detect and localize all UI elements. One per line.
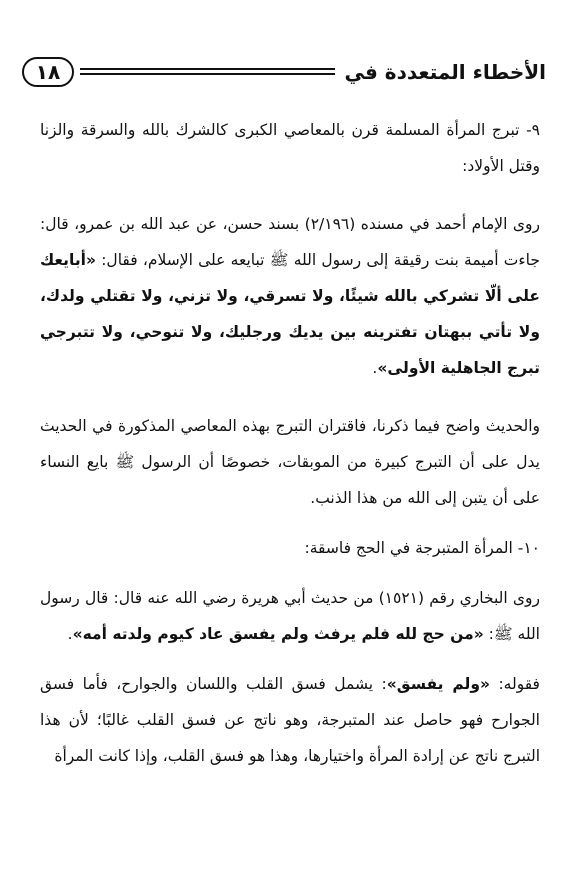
quoted-phrase: «ولم يفسق» [386, 675, 491, 693]
paragraph-ahmad-hadith [40, 206, 540, 386]
paragraph-tail: . [372, 359, 378, 377]
paragraph-fisq-explanation [40, 666, 540, 774]
hadith-quote: «أبايعك على ألّا تشركي بالله شيئًا، ولا تسرقي، ولا تزني، ولا تقتلي ولدك، ولا تأتي ببهتان تفترينه بين يديك ورجليك، ولا تنوحي، ولا تتبرجي تبرج الجاهلية الأولى» [40, 251, 540, 377]
paragraph-bukhari-hadith [40, 580, 540, 652]
section-heading-10: ١٠- المرأة المتبرجة في الحج فاسقة: [304, 539, 540, 557]
header-double-rule [80, 68, 335, 76]
paragraph-commentary: والحديث واضح فيما ذكرنا، فاقتران التبرج بهذه المعاصي المذكورة في الحديث يدل على أن التبرج كبيرة من الموبقات، خصوصًا أن الرسول ﷺ بايع النساء على أن يتبن إلى الله من هذا الذنب. [40, 417, 540, 507]
page-number-badge [22, 57, 74, 87]
running-title: الأخطاء المتعددة في [344, 60, 546, 84]
paragraph-intro: فقوله: [490, 675, 540, 693]
page-number: ١٨ [35, 60, 61, 84]
hadith-quote: «من حج لله فلم يرفث ولم يفسق عاد كيوم ولدته أمه» [72, 625, 484, 643]
paragraph-intro: روى البخاري رقم (١٥٢١) من حديث أبي هريرة رضي الله عنه قال: قال رسول الله ﷺ: [40, 589, 540, 643]
paragraph-intro: روى الإمام أحمد في مسنده (٢/١٩٦) بسند حسن، عن عبد الله بن عمرو، قال: جاءت أميمة بنت رقيقة إلى رسول الله ﷺ تبايعه على الإسلام، فقال: [40, 215, 541, 269]
page-body [40, 112, 540, 774]
section-heading-9: ٩- تبرج المرأة المسلمة قرن بالمعاصي الكبرى كالشرك بالله والسرقة والزنا وقتل الأولاد: [40, 121, 540, 175]
paragraph-tail: : يشمل فسق القلب واللسان والجوارح، فأما فسق الجوارح فهو حاصل عند المتبرجة، وهو ناتج عن فسق القلب غالبًا؛ لأن هذا التبرج ناتج عن إرادة المرأة واختيارها، وهذا هو فسق القلب، وإذا كانت المرأة [40, 675, 540, 765]
paragraph-tail: . [67, 625, 73, 643]
page-header [22, 52, 546, 92]
